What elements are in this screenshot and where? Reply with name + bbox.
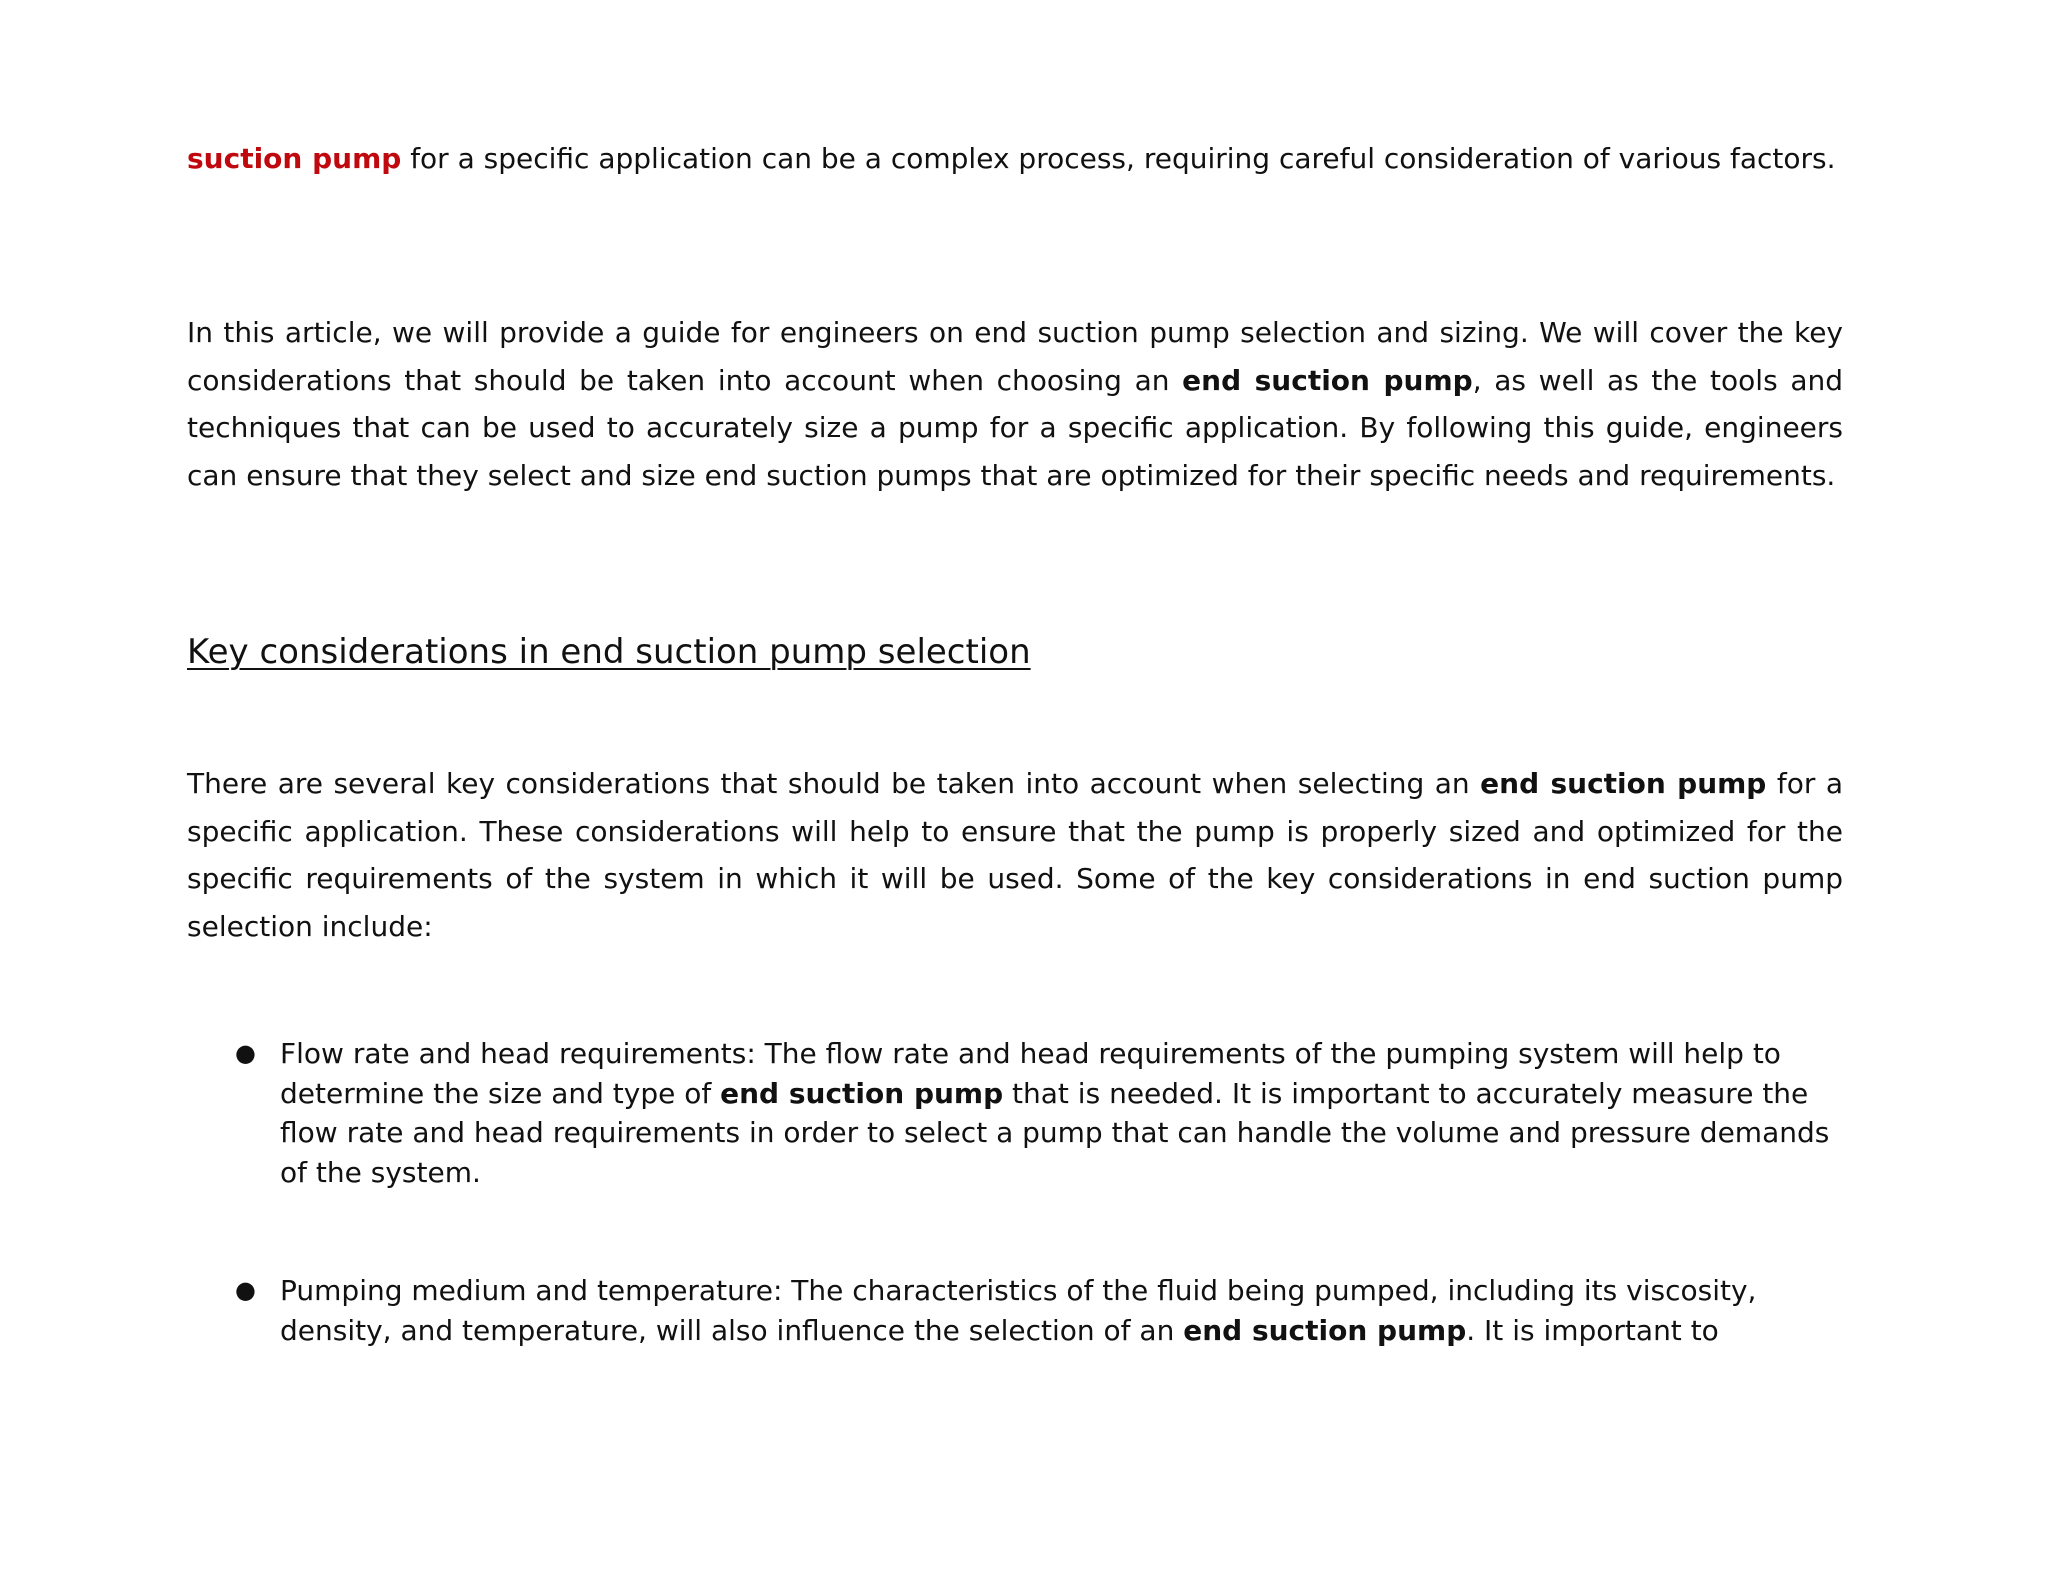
list-item-text-2: that is needed. It is important to accurately measure the flow rate and head requirements in order to select a pump that can handle the volume and pressure demands of the system. bbox=[280, 1076, 1830, 1189]
list-item-text bbox=[280, 1271, 1843, 1350]
list-item-text-2: . It is important to bbox=[1466, 1313, 1719, 1347]
considerations-text-1: There are several key considerations that should be taken into account when selecting an bbox=[187, 767, 1481, 800]
bullet-icon: ● bbox=[235, 1039, 256, 1067]
list-item-bold-term: end suction pump bbox=[720, 1076, 1004, 1110]
guide-text-2: , as well as the tools and techniques that can be used to accurately size a pump for a specific application. By following this guide, engineers can ensure that they select and size end suction pumps that are optimized for their specific needs and requirements. bbox=[187, 363, 1843, 492]
guide-text-1: In this article, we will provide a guide for engineers on end suction pump selection and sizing. We will cover the key considerations that should be taken into account when choosing an bbox=[187, 316, 1843, 397]
list-item-bold-term: end suction pump bbox=[1183, 1313, 1467, 1347]
considerations-paragraph bbox=[187, 760, 1843, 950]
bullet-icon: ● bbox=[235, 1276, 256, 1304]
document-page bbox=[187, 0, 1843, 1582]
intro-text: for a specific application can be a complex process, requiring careful consideration of various factors. bbox=[401, 142, 1836, 175]
considerations-text-2: for a specific application. These considerations will help to ensure that the pump is properly sized and optimized for the specific requirements of the system in which it will be used. Some of the key considerations in end suction pump selection include: bbox=[187, 767, 1844, 943]
list-item-text bbox=[280, 1034, 1843, 1192]
section-heading: Key considerations in end suction pump selection bbox=[187, 632, 1031, 672]
guide-bold-term: end suction pump bbox=[1182, 363, 1473, 397]
suction-pump-link[interactable]: suction pump bbox=[187, 142, 402, 175]
considerations-bold-term: end suction pump bbox=[1480, 767, 1767, 800]
list-item-text-1: Flow rate and head requirements: The flow rate and head requirements of the pumping system will help to determine the size and type of bbox=[280, 1037, 1781, 1110]
list-item-text-1: Pumping medium and temperature: The characteristics of the fluid being pumped, including its viscosity, density, and temperature, will also influence the selection of an bbox=[280, 1274, 1757, 1347]
guide-paragraph bbox=[187, 309, 1843, 499]
intro-paragraph bbox=[187, 135, 1843, 183]
